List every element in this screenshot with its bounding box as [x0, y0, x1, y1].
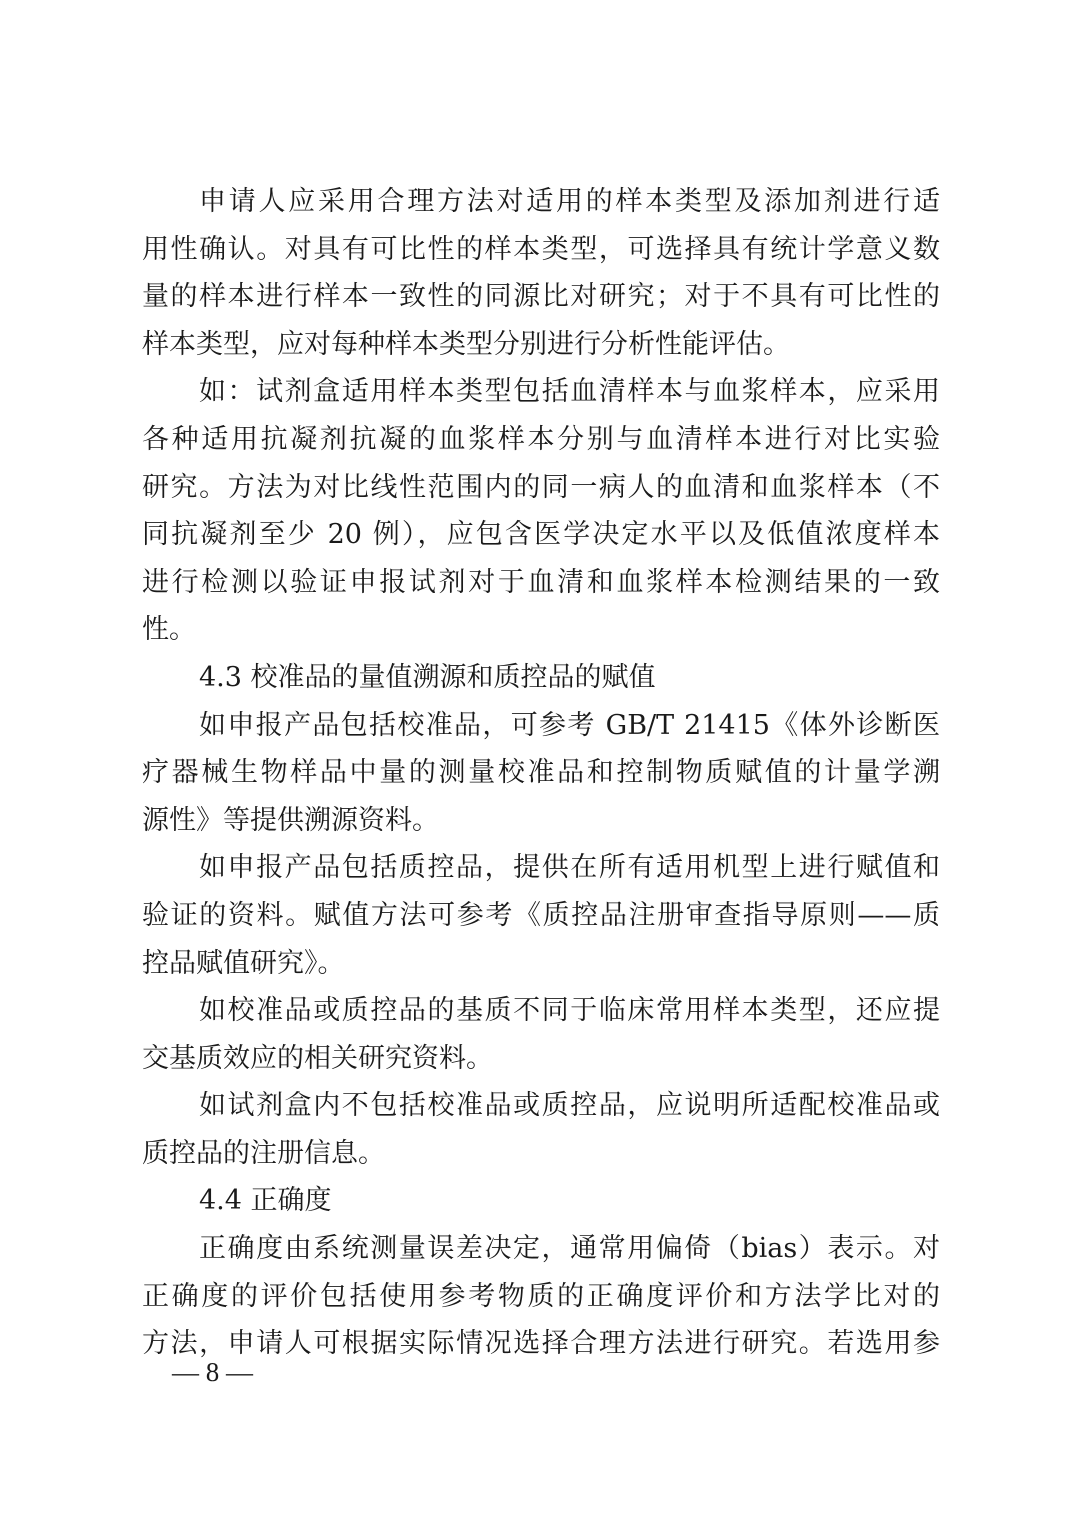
- text-line: 质控品的注册信息。: [142, 1137, 385, 1169]
- text-line: 各种适用抗凝剂抗凝的血浆样本分别与血清样本进行对比实验: [142, 423, 940, 455]
- text-line: 方法，申请人可根据实际情况选择合理方法进行研究。若选用参: [142, 1328, 940, 1360]
- text-line: 交基质效应的相关研究资料。: [142, 1042, 493, 1074]
- page-number: — 8 —: [172, 1357, 253, 1387]
- text-line: 样本类型，应对每种样本类型分别进行分析性能评估。: [142, 328, 790, 360]
- text-line: 疗器械生物样品中量的测量校准品和控制物质赋值的计量学溯: [142, 757, 940, 789]
- text-line: 如试剂盒内不包括校准品或质控品，应说明所适配校准品或: [199, 1090, 940, 1122]
- text-line: 研究。方法为对比线性范围内的同一病人的血清和血浆样本（不: [142, 471, 940, 503]
- text-line: 性。: [142, 614, 196, 646]
- text-line: 量的样本进行样本一致性的同源比对研究；对于不具有可比性的: [142, 281, 940, 313]
- text-line: 如申报产品包括校准品，可参考 GB/T 21415《体外诊断医: [199, 709, 940, 741]
- text-line: 控品赋值研究》。: [142, 947, 345, 979]
- text-line: 验证的资料。赋值方法可参考《质控品注册审查指导原则——质: [142, 899, 940, 931]
- text-line: 正确度由系统测量误差决定，通常用偏倚（bias）表示。对: [199, 1233, 940, 1265]
- text-line: 申请人应采用合理方法对适用的样本类型及添加剂进行适: [199, 186, 940, 217]
- text-line: 如：试剂盒适用样本类型包括血清样本与血浆样本，应采用: [199, 376, 940, 408]
- text-line: 如校准品或质控品的基质不同于临床常用样本类型，还应提: [199, 995, 940, 1027]
- text-line: 同抗凝剂至少 20 例），应包含医学决定水平以及低值浓度样本: [142, 519, 940, 551]
- text-line: 如申报产品包括质控品，提供在所有适用机型上进行赋值和: [199, 852, 940, 884]
- text-line: 正确度的评价包括使用参考物质的正确度评价和方法学比对的: [142, 1280, 940, 1312]
- text-line: 源性》等提供溯源资料。: [142, 804, 439, 836]
- section-heading: 4.3 校准品的量值溯源和质控品的赋值: [199, 661, 656, 693]
- section-heading: 4.4 正确度: [199, 1185, 332, 1217]
- text-line: 用性确认。对具有可比性的样本类型，可选择具有统计学意义数: [142, 233, 940, 265]
- document-body: [142, 178, 940, 1368]
- text-line: 进行检测以验证申报试剂对于血清和血浆样本检测结果的一致: [142, 566, 940, 598]
